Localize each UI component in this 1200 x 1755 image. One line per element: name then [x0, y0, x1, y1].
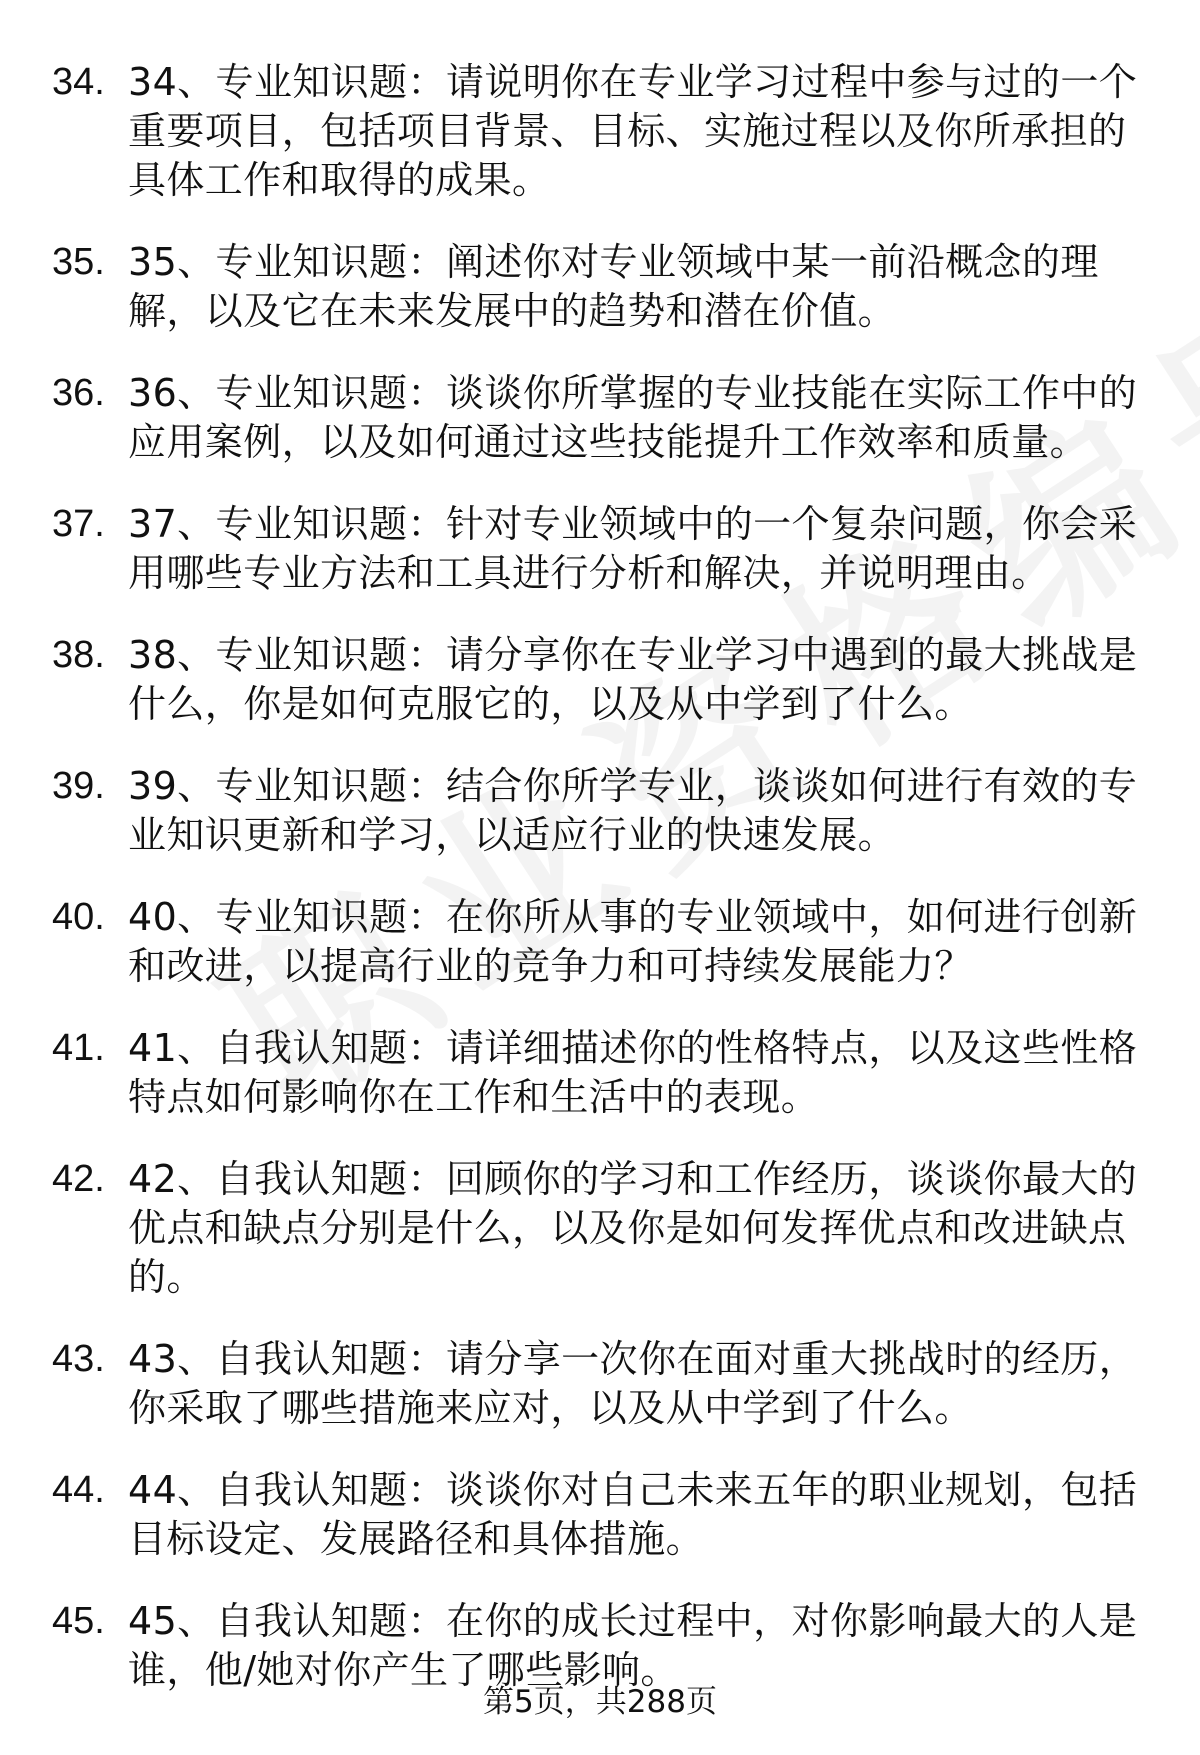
item-number: 37. — [52, 503, 105, 545]
item-number: 34. — [52, 61, 105, 103]
item-number: 41. — [52, 1027, 105, 1069]
item-text: 43、自我认知题：请分享一次你在面对重大挑战时的经历，你采取了哪些措施来应对，以及从中学到了什么。 — [128, 1337, 1138, 1430]
item-number: 40. — [52, 896, 105, 938]
list-item — [0, 1024, 1200, 1122]
item-number: 38. — [52, 634, 105, 676]
item-number: 36. — [52, 372, 105, 414]
item-text: 42、自我认知题：回顾你的学习和工作经历，谈谈你最大的优点和缺点分别是什么，以及你是如何发挥优点和改进缺点的。 — [128, 1157, 1138, 1299]
item-text: 37、专业知识题：针对专业领域中的一个复杂问题，你会采用哪些专业方法和工具进行分析和解决，并说明理由。 — [128, 502, 1138, 595]
item-text: 38、专业知识题：请分享你在专业学习中遇到的最大挑战是什么，你是如何克服它的，以及从中学到了什么。 — [128, 633, 1138, 726]
item-text: 35、专业知识题：阐述你对专业领域中某一前沿概念的理解，以及它在未来发展中的趋势和潜在价值。 — [128, 240, 1099, 333]
item-number: 42. — [52, 1158, 105, 1200]
item-number: 39. — [52, 765, 105, 807]
item-text: 34、专业知识题：请说明你在专业学习过程中参与过的一个重要项目，包括项目背景、目标、实施过程以及你所承担的具体工作和取得的成果。 — [128, 60, 1138, 202]
item-text: 40、专业知识题：在你所从事的专业领域中，如何进行创新和改进，以提高行业的竞争力和可持续发展能力？ — [128, 895, 1138, 988]
item-number: 44. — [52, 1469, 105, 1511]
page-footer: 第5页，共288页 — [483, 1684, 717, 1720]
list-item — [0, 1335, 1200, 1433]
item-number: 45. — [52, 1600, 105, 1642]
list-item — [0, 762, 1200, 860]
list-item — [0, 893, 1200, 991]
list-item — [0, 1466, 1200, 1564]
list-item — [0, 500, 1200, 598]
item-number: 35. — [52, 241, 105, 283]
list-item — [0, 1597, 1200, 1695]
item-text: 45、自我认知题：在你的成长过程中，对你影响最大的人是谁，他/她对你产生了哪些影响。 — [128, 1599, 1138, 1692]
item-text: 36、专业知识题：谈谈你所掌握的专业技能在实际工作中的应用案例，以及如何通过这些技能提升工作效率和质量。 — [128, 371, 1138, 464]
item-text: 39、专业知识题：结合你所学专业，谈谈如何进行有效的专业知识更新和学习，以适应行业的快速发展。 — [128, 764, 1138, 857]
list-item — [0, 58, 1200, 205]
list-item — [0, 369, 1200, 467]
list-item — [0, 1155, 1200, 1302]
list-item — [0, 631, 1200, 729]
question-list — [0, 58, 1200, 1728]
item-number: 43. — [52, 1338, 105, 1380]
list-item — [0, 238, 1200, 336]
item-text: 41、自我认知题：请详细描述你的性格特点，以及这些性格特点如何影响你在工作和生活中的表现。 — [128, 1026, 1138, 1119]
item-text: 44、自我认知题：谈谈你对自己未来五年的职业规划，包括目标设定、发展路径和具体措施。 — [128, 1468, 1138, 1561]
